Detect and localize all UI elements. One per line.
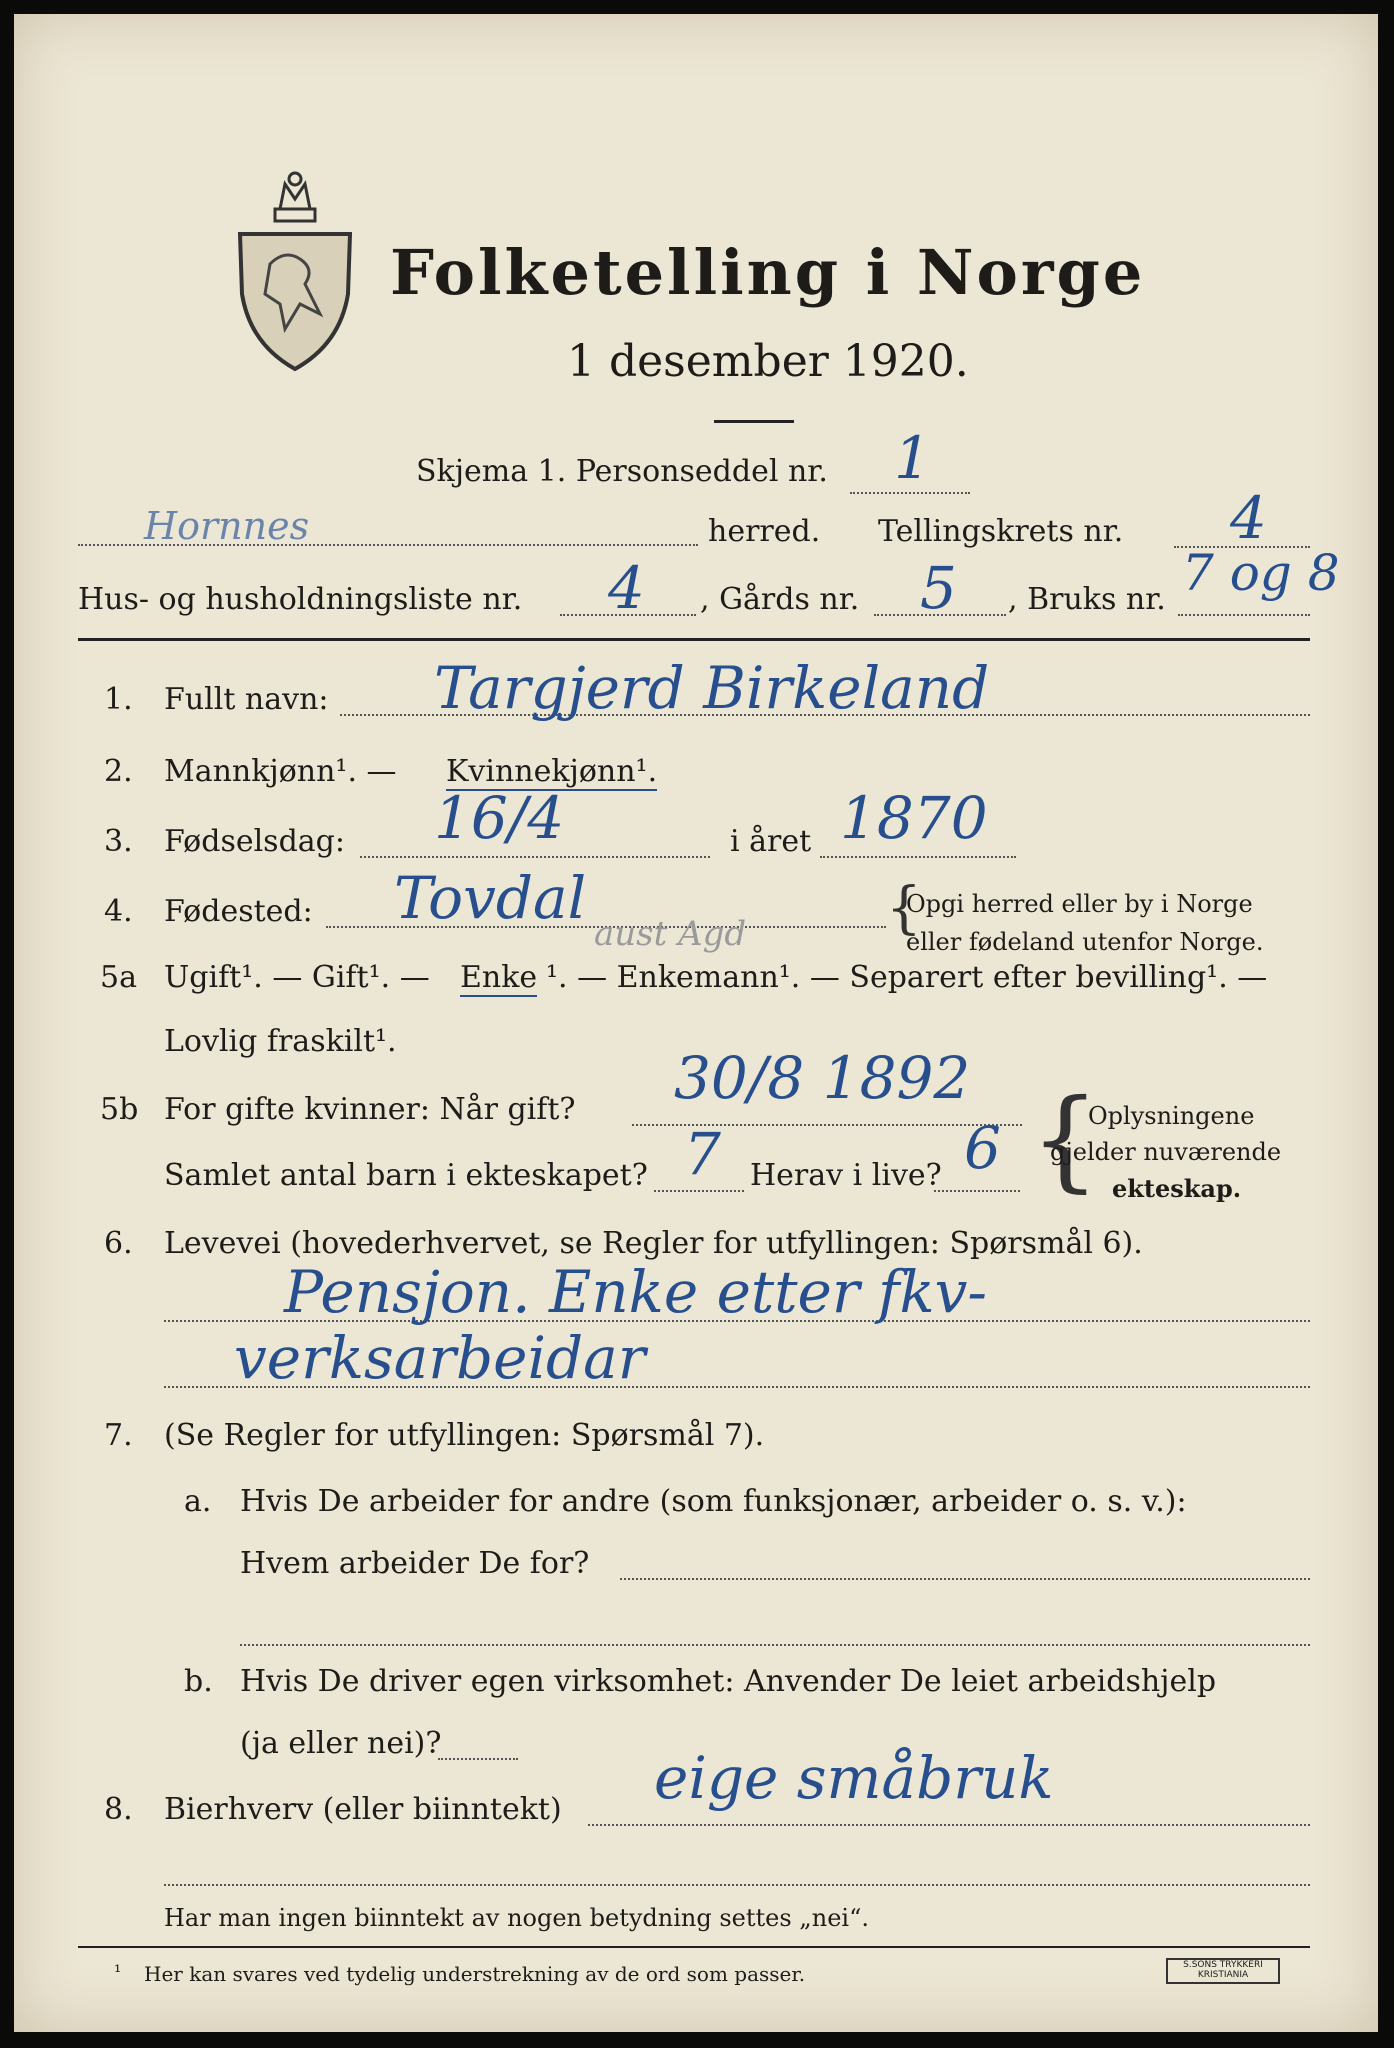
kvinnekjonn-option[interactable]: Kvinnekjønn¹. bbox=[446, 754, 658, 789]
tellingskrets-label: Tellingskrets nr. bbox=[878, 514, 1124, 549]
married-date-value[interactable]: 30/8 1892 bbox=[674, 1044, 971, 1112]
q7b-line1: Hvis De driver egen virksomhet: Anvender De leiet arbeidshjelp bbox=[240, 1664, 1217, 1699]
q5b-note-line2: gjelder nuværende bbox=[1050, 1138, 1282, 1166]
year-field-line bbox=[820, 856, 1016, 858]
q5b-note-line1: Oplysningene bbox=[1088, 1102, 1255, 1130]
barn-field-line bbox=[654, 1190, 744, 1192]
q6-number: 6. bbox=[104, 1226, 133, 1261]
q5b-note-line3: ekteskap. bbox=[1112, 1174, 1242, 1203]
q7a-letter: a. bbox=[184, 1484, 212, 1519]
employer-field-line1[interactable] bbox=[620, 1578, 1310, 1580]
q3-number: 3. bbox=[104, 824, 133, 859]
barn-label: Samlet antal barn i ekteskapet? bbox=[164, 1158, 648, 1193]
bierhverv-value[interactable]: eige småbruk bbox=[654, 1744, 1054, 1812]
herred-label: herred. bbox=[708, 514, 821, 549]
q4-note-line2: eller fødeland utenfor Norge. bbox=[906, 928, 1264, 956]
q2-number: 2. bbox=[104, 754, 133, 789]
birth-year-value[interactable]: 1870 bbox=[840, 784, 988, 852]
footer-divider bbox=[78, 1946, 1310, 1948]
footnote-marker: ¹ bbox=[114, 1962, 122, 1983]
footnote-text: Her kan svares ved tydelig understrekning av de ord som passer. bbox=[144, 1962, 806, 1986]
q6-label: Levevei (hovederhvervet, se Regler for utfyllingen: Spørsmål 6). bbox=[164, 1226, 1143, 1261]
birthplace-value[interactable]: Tovdal bbox=[394, 864, 587, 932]
q4-number: 4. bbox=[104, 894, 133, 929]
q8-label: Bierhverv (eller biinntekt) bbox=[164, 1792, 562, 1827]
q7-number: 7. bbox=[104, 1418, 133, 1453]
full-name-value[interactable]: Targjerd Birkeland bbox=[434, 654, 990, 722]
levevei-value-line1[interactable]: Pensjon. Enke etter fkv- bbox=[284, 1258, 987, 1326]
q5a-options-a[interactable]: Ugift¹. — Gift¹. — bbox=[164, 960, 430, 995]
ilive-label: Herav i live? bbox=[750, 1158, 942, 1193]
ilive-value[interactable]: 6 bbox=[964, 1114, 1001, 1182]
ilive-field-line bbox=[934, 1190, 1020, 1192]
q1-number: 1. bbox=[104, 682, 133, 717]
q5a-number: 5a bbox=[100, 960, 137, 995]
q5a-options-c[interactable]: ¹. — Enkemann¹. — Separert efter bevilling¹. — bbox=[546, 960, 1268, 995]
footer-note: Har man ingen biinntekt av nogen betydning settes „nei“. bbox=[164, 1904, 869, 1932]
q5b-label: For gifte kvinner: Når gift? bbox=[164, 1092, 576, 1127]
q5a-annotation: aust Agd bbox=[594, 914, 747, 954]
hus-label: Hus- og husholdningsliste nr. bbox=[78, 582, 523, 617]
q7b-line2: (ja eller nei)? bbox=[240, 1726, 442, 1761]
birthday-value[interactable]: 16/4 bbox=[434, 784, 565, 852]
bruks-field-line bbox=[1178, 614, 1310, 616]
hus-value[interactable]: 4 bbox=[608, 554, 645, 622]
barn-value[interactable]: 7 bbox=[684, 1120, 721, 1188]
q7b-letter: b. bbox=[184, 1664, 213, 1699]
q8-field-line1 bbox=[588, 1824, 1310, 1826]
enke-option[interactable]: Enke bbox=[460, 960, 538, 995]
q8-field-line2 bbox=[164, 1884, 1310, 1886]
q7-label: (Se Regler for utfyllingen: Spørsmål 7). bbox=[164, 1418, 765, 1453]
q8-number: 8. bbox=[104, 1792, 133, 1827]
q4-brace: { bbox=[886, 876, 922, 941]
gards-value[interactable]: 5 bbox=[920, 554, 957, 622]
birthday-field-line bbox=[360, 856, 710, 858]
printer-stamp: S.SONS TRYKKERI KRISTIANIA bbox=[1166, 1958, 1280, 1984]
coat-of-arms-icon bbox=[230, 164, 360, 374]
header-separator bbox=[78, 638, 1310, 641]
bruks-value[interactable]: 7 og 8 bbox=[1182, 544, 1340, 602]
census-form bbox=[14, 14, 1378, 2032]
census-date: 1 desember 1920. bbox=[567, 336, 969, 387]
tellingskrets-value[interactable]: 4 bbox=[1230, 484, 1267, 552]
q3-label: Fødselsdag: bbox=[164, 824, 345, 859]
form-title: Folketelling i Norge bbox=[390, 236, 1146, 309]
employer-field-line2[interactable] bbox=[240, 1644, 1310, 1646]
q5b-brace: { bbox=[1030, 1075, 1100, 1203]
title-divider bbox=[714, 420, 794, 423]
year-label: i året bbox=[730, 824, 812, 859]
hired-help-field-line[interactable] bbox=[438, 1758, 518, 1760]
q1-label: Fullt navn: bbox=[164, 682, 329, 717]
personseddel-field-line bbox=[850, 492, 970, 494]
herred-value[interactable]: Hornnes bbox=[144, 504, 310, 548]
q4-note-line1: Opgi herred eller by i Norge bbox=[906, 890, 1253, 918]
gards-label: , Gårds nr. bbox=[700, 582, 860, 617]
personseddel-nr-value[interactable]: 1 bbox=[894, 424, 931, 492]
levevei-value-line2[interactable]: verksarbeidar bbox=[234, 1324, 646, 1392]
skjema-label: Skjema 1. Personseddel nr. bbox=[416, 454, 828, 489]
q5b-number: 5b bbox=[100, 1092, 139, 1127]
q4-label: Fødested: bbox=[164, 894, 313, 929]
q7a-line1: Hvis De arbeider for andre (som funksjonær, arbeider o. s. v.): bbox=[240, 1484, 1187, 1519]
q7a-line2: Hvem arbeider De for? bbox=[240, 1546, 590, 1581]
mannkjonn-option[interactable]: Mannkjønn¹. — bbox=[164, 754, 397, 789]
bruks-label: , Bruks nr. bbox=[1008, 582, 1166, 617]
fraskilt-option[interactable]: Lovlig fraskilt¹. bbox=[164, 1024, 397, 1059]
